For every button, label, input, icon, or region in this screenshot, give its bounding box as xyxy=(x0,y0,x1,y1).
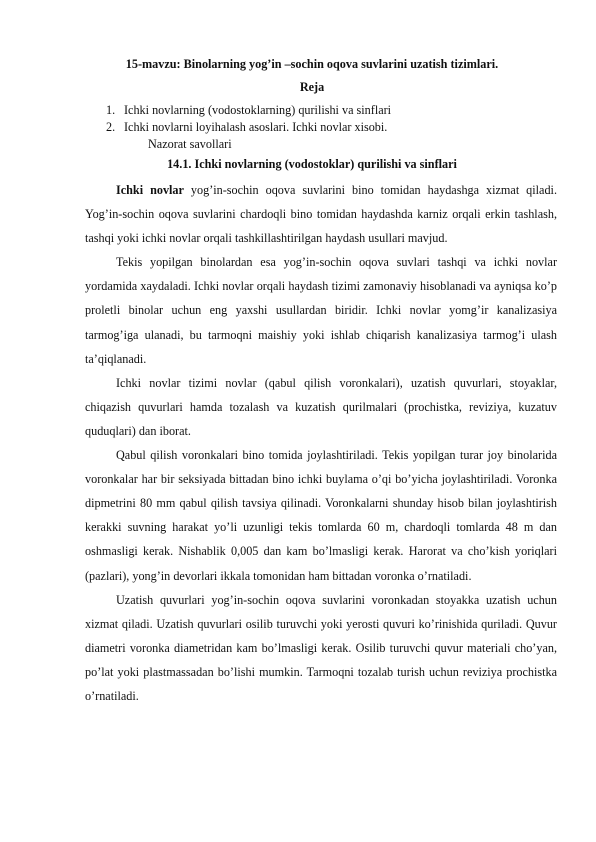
paragraph-text: yog’in-sochin oqova suvlarini bino tomidan haydashga xizmat qiladi. Yog’in-sochin oqova suvlarini chardoqli bino tomidan haydashda karniz orqali erkin tashlash, tashqi yoki ichki novlar orqali tashkillashtirilgan haydash usullari mavjud. xyxy=(85,183,557,246)
plan-item-number: 2. xyxy=(106,120,116,134)
paragraph-text: Qabul qilish voronkalari bino tomida joylashtiriladi. Tekis yopilgan turar joy binolarida voronkalar har bir seksiyada bittadan bino ichki buylama o’qi bo’yicha joylashtiriladi. Voronka dipmetrini 80 mm qabul qilish tavsiya qilinadi. Voronkalarni shunday hisob bilan joylashtirish kerakki suvning harakat yo’li uzunligi tekis tomlarda 60 m, chardoqli tomlarda 48 m dan oshmasligi kerak. Nishablik 0,005 dan kam bo’lmasligi kerak. Harorat va cho’kish yoriqlari (pazlari), yong’in devorlari ikkala tomonidan ham bittadan voronka o’rnatiladi. xyxy=(85,448,557,583)
paragraph xyxy=(85,371,557,443)
section-title: 14.1. Ichki novlarning (vodostoklar) qurilishi va sinflari xyxy=(167,157,457,171)
paragraph-text: Ichki novlar tizimi novlar (qabul qilish voronkalari), uzatish quvurlari, stoyaklar, chiqazish quvurlari hamda tozalash va kuzatish qurilmalari (prochistka, reviziya, kuzatuv quduqlari) dan iborat. xyxy=(85,375,557,438)
document-title: 15-mavzu: Binolarning yog’in –sochin oqova suvlarini uzatish tizimlari. xyxy=(125,57,499,71)
paragraph-text: Tekis yopilgan binolardan esa yog’in-sochin oqova suvlari tashqi va ichki novlar yordamida xaydaladi. Ichki novlar orqali haydash tizimi zamonaviy hisoblanadi va ayniqsa ko’p proletli binolar uchun eng yaxshi usullardan biridir. Ichki novlar yomg’ir kanalizasiya tarmog’iga ulanadi, bu tarmoqni maishiy yoki ishlab chiqarish kanalizasiya tarmog’i ulash ta’qiqlanadi. xyxy=(85,255,557,366)
paragraph xyxy=(85,443,557,588)
paragraph xyxy=(85,588,557,708)
paragraph-text: Uzatish quvurlari yog’in-sochin oqova suvlarini voronkadan stoyakka uzatish uchun xizmat qiladi. Uzatish quvurlari osilib turuvchi yoki yerosti quvuri ko’rinishida quriladi. Quvur diametri voronka diametridan kam bo’lmasligi kerak. Osilib turuvchi quvur materiali cho’yan, po’lat yoki plastmassadan bo’lishi mumkin. Tarmoqni tozalab turish uchun reviziya prochistka o’rnatiladi. xyxy=(85,592,557,703)
plan-extra: Nazorat savollari xyxy=(148,137,232,151)
body-text xyxy=(85,178,557,708)
plan-heading: Reja xyxy=(299,80,325,94)
paragraph xyxy=(85,250,557,370)
plan-item-text: Ichki novlarni loyihalash asoslari. Ichki novlar xisobi. xyxy=(124,120,388,134)
plan-item-text: Ichki novlarning (vodostoklarning) qurilishi va sinflari xyxy=(124,103,392,117)
plan-item xyxy=(106,102,391,119)
plan-item xyxy=(106,119,391,136)
paragraph-lead: Ichki novlar xyxy=(116,183,184,197)
plan-list xyxy=(106,102,391,136)
paragraph xyxy=(85,178,557,250)
plan-item-number: 1. xyxy=(106,103,116,117)
